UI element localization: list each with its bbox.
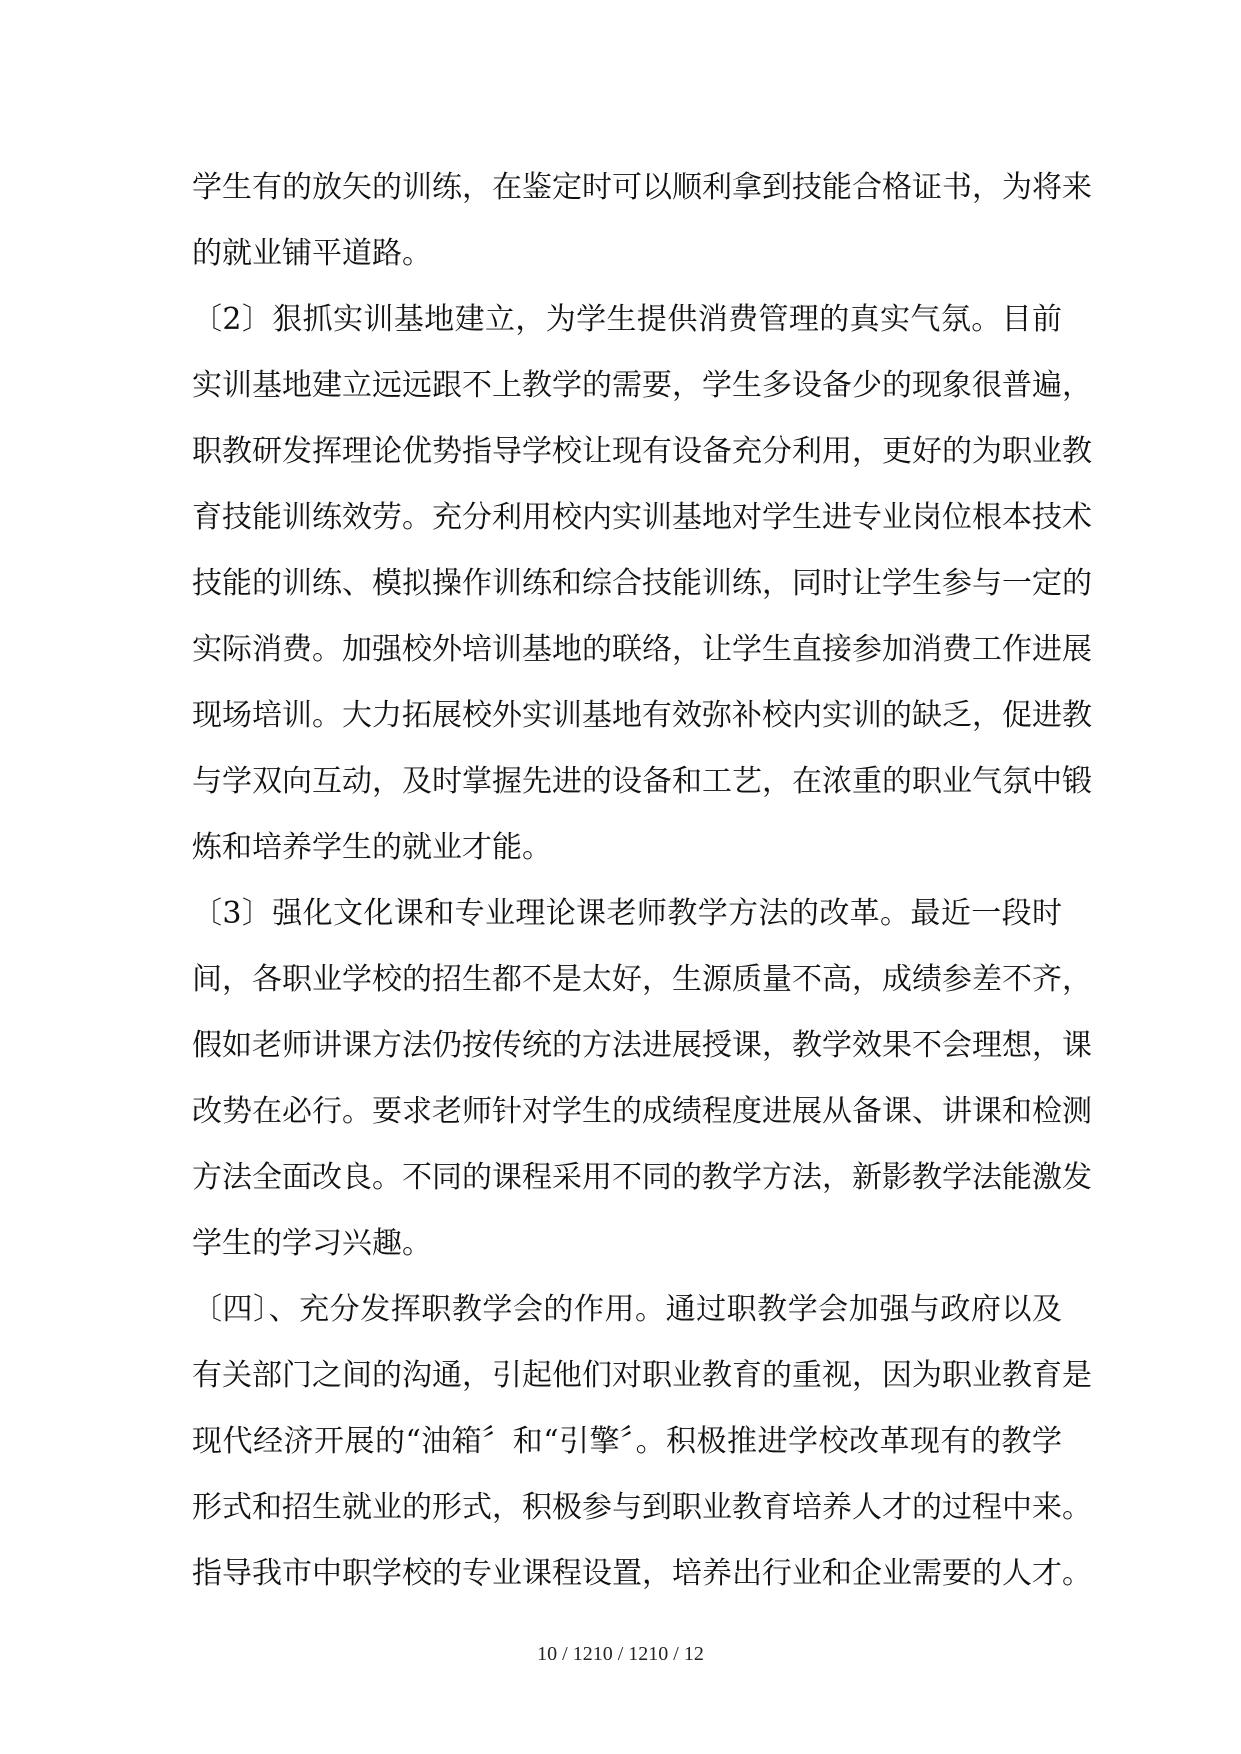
text-line: 〔3〕强化文化课和专业理论课老师教学方法的改革。最近一段时: [192, 896, 1062, 931]
text-line: 职教研发挥理论优势指导学校让现有设备充分利用，更好的为职业教: [192, 434, 1092, 469]
page-number: 10 / 1210 / 1210 / 12: [537, 1643, 704, 1665]
text-line: 育技能训练效劳。充分利用校内实训基地对学生进专业岗位根本技术: [192, 500, 1092, 535]
text-line: 炼和培养学生的就业才能。: [192, 830, 552, 865]
paragraph-1: [192, 155, 1092, 287]
text-line: 的就业铺平道路。: [192, 236, 432, 271]
text-line: 现代经济开展的“油箱〞和“引擎〞。积极推进学校改革现有的教学: [192, 1424, 1062, 1459]
paragraph-3: [192, 881, 1092, 1277]
text-line: 实训基地建立远远跟不上教学的需要，学生多设备少的现象很普遍，: [192, 368, 1092, 403]
text-line: 方法全面改良。不同的课程采用不同的教学方法，新影教学法能激发: [192, 1160, 1092, 1195]
text-line: 〔2〕狠抓实训基地建立，为学生提供消费管理的真实气氛。目前: [192, 302, 1062, 337]
text-line: 间，各职业学校的招生都不是太好，生源质量不高，成绩参差不齐，: [192, 962, 1092, 997]
text-line: 〔四〕、充分发挥职教学会的作用。通过职教学会加强与政府以及: [192, 1292, 1062, 1327]
text-line: 技能的训练、模拟操作训练和综合技能训练，同时让学生参与一定的: [192, 566, 1092, 601]
text-line: 假如老师讲课方法仍按传统的方法进展授课，教学效果不会理想，课: [192, 1028, 1092, 1063]
document-body: [192, 155, 1092, 1607]
text-line: 有关部门之间的沟通，引起他们对职业教育的重视，因为职业教育是: [192, 1358, 1092, 1393]
text-line: 实际消费。加强校外培训基地的联络，让学生直接参加消费工作进展: [192, 632, 1092, 667]
text-line: 与学双向互动，及时掌握先进的设备和工艺，在浓重的职业气氛中锻: [192, 764, 1092, 799]
paragraph-2: [192, 287, 1092, 881]
text-line: 现场培训。大力拓展校外实训基地有效弥补校内实训的缺乏，促进教: [192, 698, 1092, 733]
text-line: 学生的学习兴趣。: [192, 1226, 432, 1261]
text-line: 指导我市中职学校的专业课程设置，培养出行业和企业需要的人才。: [192, 1556, 1092, 1591]
paragraph-4: [192, 1277, 1092, 1607]
text-line: 学生有的放矢的训练，在鉴定时可以顺利拿到技能合格证书，为将来: [192, 170, 1092, 205]
text-line: 形式和招生就业的形式，积极参与到职业教育培养人才的过程中来。: [192, 1490, 1092, 1525]
text-line: 改势在必行。要求老师针对学生的成绩程度进展从备课、讲课和检测: [192, 1094, 1092, 1129]
